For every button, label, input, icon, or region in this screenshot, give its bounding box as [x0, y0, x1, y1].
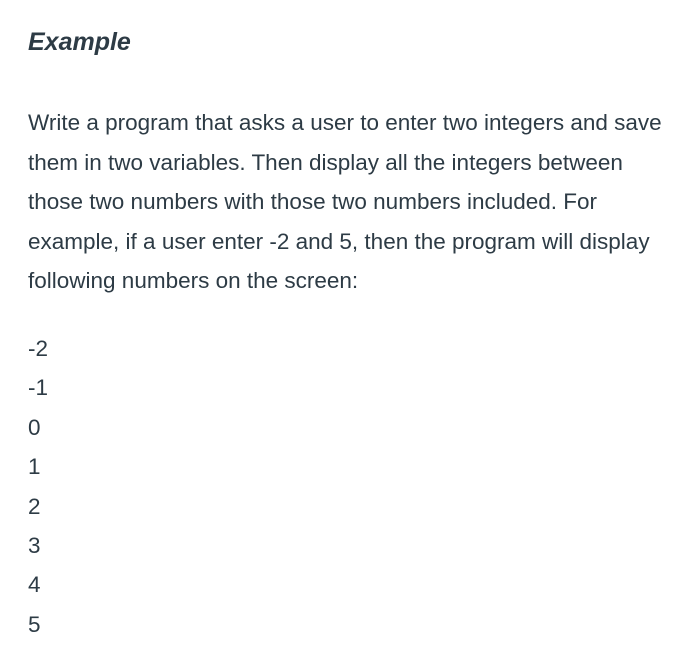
problem-description: Write a program that asks a user to enter two integers and save them in two variables. Then display all the integers between those two numbers with those two numbers included. For example, if a user enter -2 and 5, then the program will display following numbers on the screen:	[28, 110, 662, 294]
list-item: 4	[28, 572, 41, 598]
list-item: 0	[28, 414, 41, 440]
list-item: -1	[28, 375, 49, 401]
list-item: -2	[28, 335, 49, 361]
list-item: 1	[28, 454, 41, 480]
example-heading: Example	[28, 28, 131, 56]
list-item: 2	[28, 493, 41, 519]
list-item: 3	[28, 533, 41, 558]
output-number-list	[28, 329, 672, 644]
list-item: 5	[28, 611, 41, 637]
